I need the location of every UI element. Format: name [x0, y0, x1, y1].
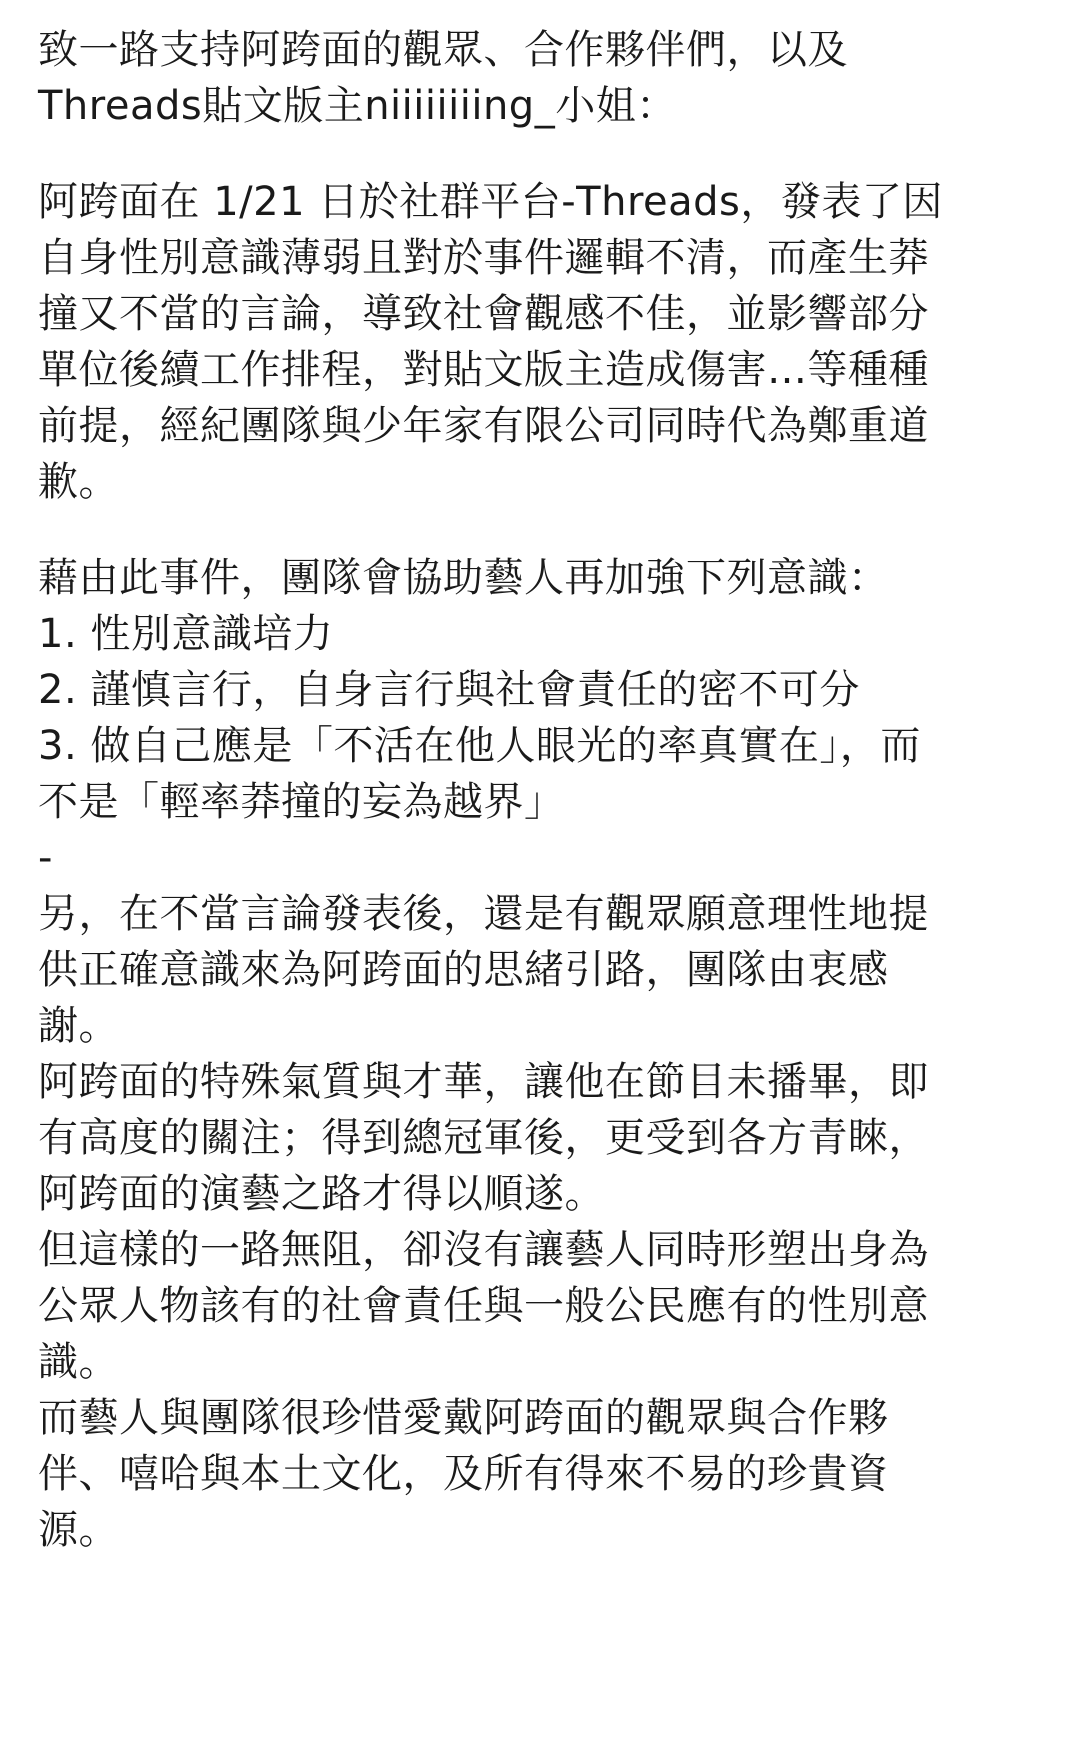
dash-separator: -	[38, 835, 53, 881]
text-line: 謝。	[38, 1003, 119, 1049]
text-line: 阿跨面的演藝之路才得以順遂。	[38, 1171, 605, 1217]
text-line: 伴、嘻哈與本土文化，及所有得來不易的珍貴資	[38, 1451, 889, 1497]
text-line: 不是「輕率莽撞的妄為越界」	[38, 779, 565, 825]
text-line: 識。	[38, 1339, 119, 1385]
text-line: 供正確意識來為阿跨面的思緒引路，團隊由衷感	[38, 947, 889, 993]
text-line: 單位後續工作排程，對貼文版主造成傷害…等種種	[38, 347, 929, 393]
commitment-paragraph	[38, 550, 1028, 1558]
text-line: 源。	[38, 1507, 119, 1553]
text-line: 藉由此事件，團隊會協助藝人再加強下列意識：	[38, 555, 889, 601]
apology-statement	[38, 22, 1028, 1558]
list-item: 2. 謹慎言行，自身言行與社會責任的密不可分	[38, 667, 860, 713]
text-line: 阿跨面在 1/21 日於社群平台-Threads，發表了因	[38, 179, 943, 225]
text-line: 另，在不當言論發表後，還是有觀眾願意理性地提	[38, 891, 929, 937]
text-line: 但這樣的一路無阻，卻沒有讓藝人同時形塑出身為	[38, 1227, 929, 1273]
text-line: 前提，經紀團隊與少年家有限公司同時代為鄭重道	[38, 403, 929, 449]
text-line: Threads貼文版主niiiiiiiing_小姐：	[38, 83, 677, 129]
list-item: 3. 做自己應是「不活在他人眼光的率真實在」，而	[38, 723, 921, 769]
text-line: 歉。	[38, 459, 119, 505]
text-line: 阿跨面的特殊氣質與才華，讓他在節目未播畢，即	[38, 1059, 929, 1105]
text-line: 而藝人與團隊很珍惜愛戴阿跨面的觀眾與合作夥	[38, 1395, 889, 1441]
incident-paragraph	[38, 174, 1028, 510]
text-line: 有高度的關注；得到總冠軍後，更受到各方青睞，	[38, 1115, 929, 1161]
text-line: 致一路支持阿跨面的觀眾、合作夥伴們，以及	[38, 27, 848, 73]
text-line: 公眾人物該有的社會責任與一般公民應有的性別意	[38, 1283, 929, 1329]
text-line: 自身性別意識薄弱且對於事件邏輯不清，而產生莽	[38, 235, 929, 281]
salutation-paragraph	[38, 22, 1028, 134]
list-item: 1. 性別意識培力	[38, 611, 334, 657]
text-line: 撞又不當的言論，導致社會觀感不佳，並影響部分	[38, 291, 929, 337]
